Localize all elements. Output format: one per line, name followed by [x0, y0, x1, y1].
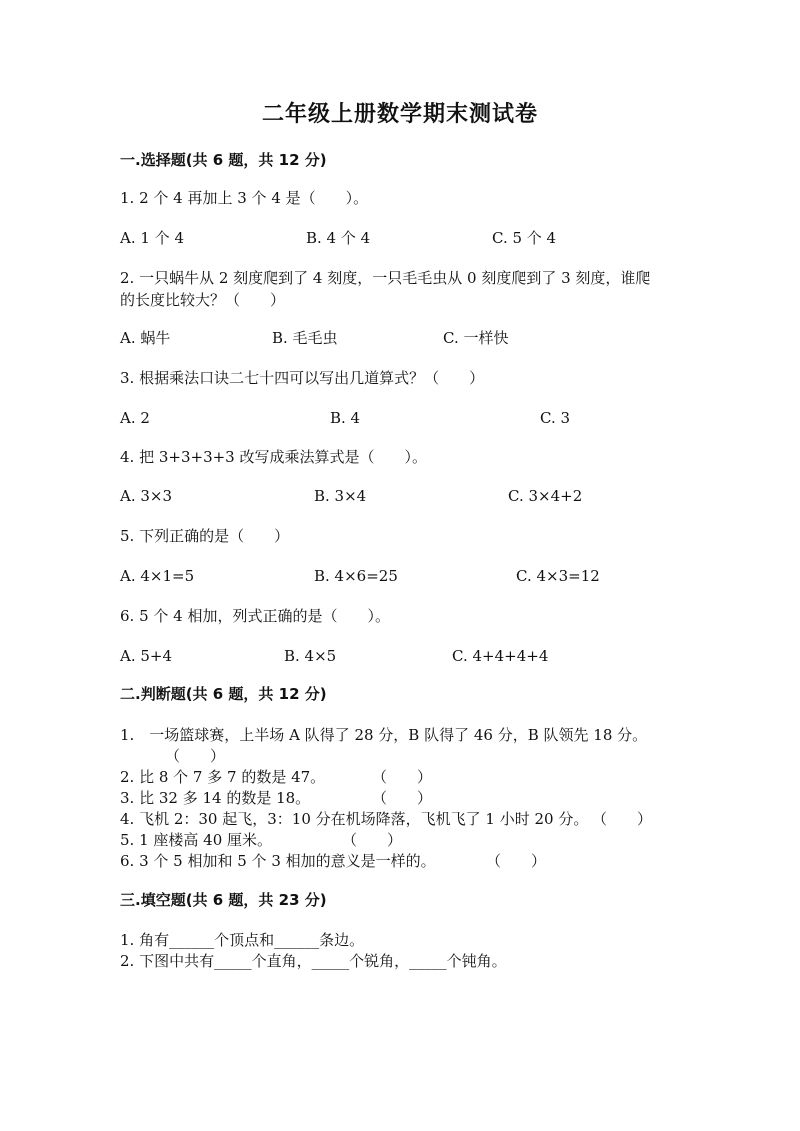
judgment-2: 2. 比 8 个 7 多 7 的数是 47。 [120, 768, 326, 786]
judgment-5: 5. 1 座楼高 40 厘米。 [120, 831, 273, 849]
question-4: 4. 把 3+3+3+3 改写成乘法算式是（ ）。 [120, 448, 427, 466]
option-a: A. 1 个 4 [120, 229, 184, 247]
section-heading-choice: 一.选择题(共 6 题，共 12 分) [120, 151, 327, 169]
option-b: B. 4×6=25 [314, 567, 398, 585]
option-b: B. 毛毛虫 [272, 329, 338, 347]
question-6: 6. 5 个 4 相加，列式正确的是（ ）。 [120, 607, 390, 625]
option-a: A. 2 [120, 409, 150, 427]
judgment-6: 6. 3 个 5 相加和 5 个 3 相加的意义是一样的。 [120, 852, 436, 870]
question-5: 5. 下列正确的是（ ） [120, 527, 290, 545]
option-b: B. 4 个 4 [306, 229, 371, 247]
answer-paren: （ ） [592, 810, 653, 828]
option-c: C. 4+4+4+4 [452, 647, 549, 665]
judgment-1: 1. 一场篮球赛，上半场 A 队得了 28 分，B 队得了 46 分，B 队领先 18 分。 [120, 726, 648, 744]
option-c: C. 一样快 [443, 329, 509, 347]
answer-paren: （ ） [486, 852, 547, 870]
option-a: A. 4×1=5 [120, 567, 195, 585]
question-2-line2: 的长度比较大？（ ） [120, 291, 286, 309]
answer-paren: （ ） [372, 789, 433, 807]
page-title: 二年级上册数学期末测试卷 [261, 101, 538, 127]
question-2-line1: 2. 一只蜗牛从 2 刻度爬到了 4 刻度，一只毛毛虫从 0 刻度爬到了 3 刻度，谁爬 [120, 269, 651, 287]
option-a: A. 3×3 [120, 487, 173, 505]
option-c: C. 3 [540, 409, 571, 427]
question-3: 3. 根据乘法口诀二七十四可以写出几道算式？（ ） [120, 369, 485, 387]
option-c: C. 4×3=12 [516, 567, 600, 585]
answer-paren: （ ） [372, 768, 433, 786]
option-b: B. 4×5 [284, 647, 337, 665]
option-c: C. 3×4+2 [508, 487, 583, 505]
answer-paren: （ ） [165, 747, 226, 765]
judgment-3: 3. 比 32 多 14 的数是 18。 [120, 789, 311, 807]
option-b: B. 3×4 [314, 487, 367, 505]
section-heading-fill-blank: 三.填空题(共 6 题，共 23 分) [120, 891, 327, 909]
fill-blank-2: 2. 下图中共有_____个直角，_____个锐角，_____个钝角。 [120, 952, 507, 970]
section-heading-judgment: 二.判断题(共 6 题，共 12 分) [120, 685, 327, 703]
question-1: 1. 2 个 4 再加上 3 个 4 是（ ）。 [120, 189, 369, 207]
answer-paren: （ ） [342, 831, 403, 849]
option-b: B. 4 [330, 409, 361, 427]
option-c: C. 5 个 4 [492, 229, 557, 247]
fill-blank-1: 1. 角有______个顶点和______条边。 [120, 931, 365, 949]
option-a: A. 5+4 [120, 647, 173, 665]
judgment-4: 4. 飞机 2：30 起飞，3：10 分在机场降落，飞机飞了 1 小时 20 分。 [120, 810, 589, 828]
option-a: A. 蜗牛 [120, 329, 171, 347]
